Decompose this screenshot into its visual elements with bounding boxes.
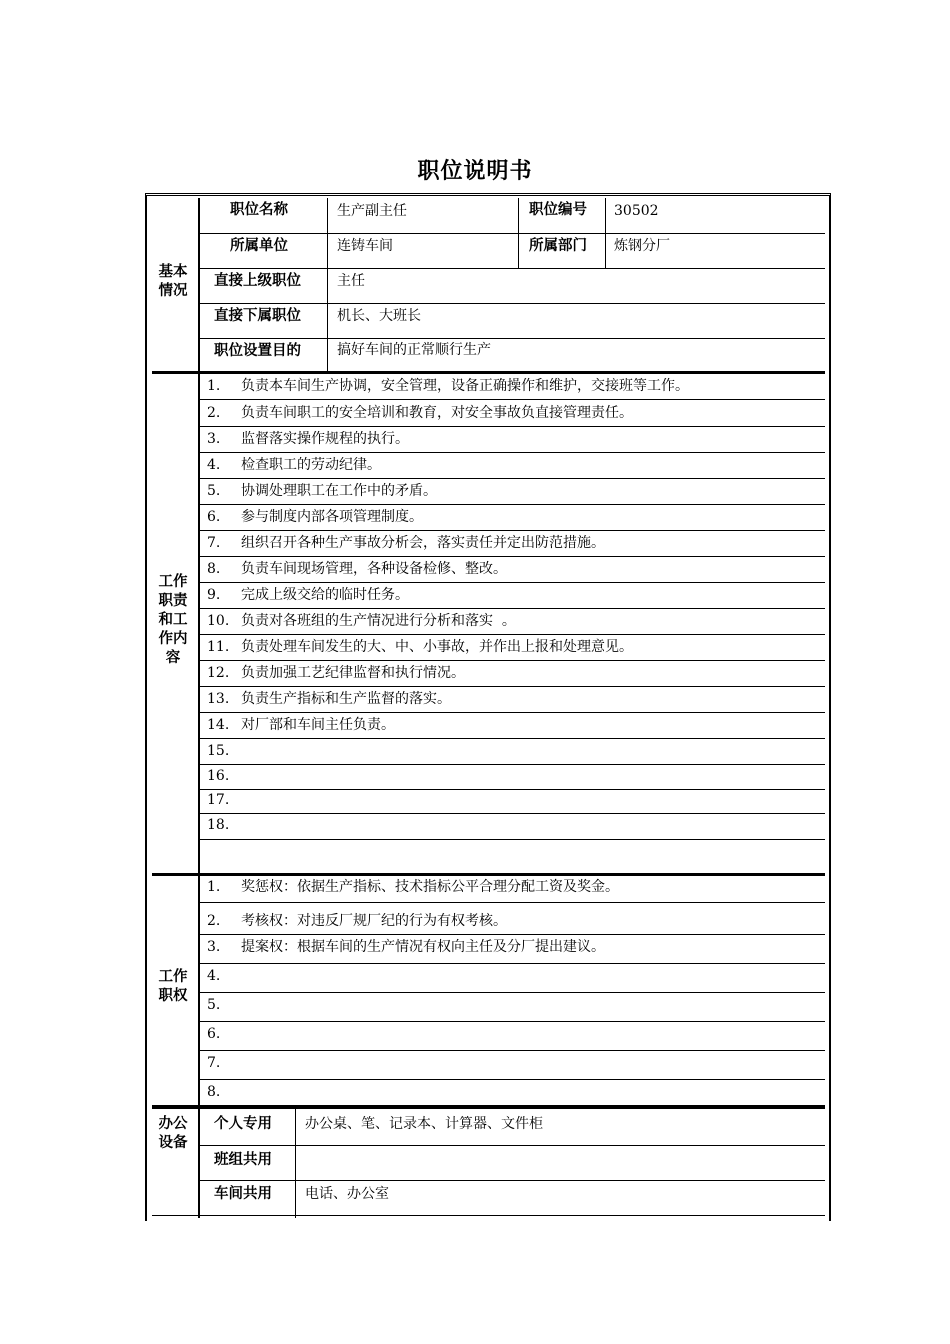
row-line	[199, 426, 825, 427]
duty-item	[207, 691, 451, 707]
duty-text: 监督落实操作规程的执行。	[241, 431, 409, 447]
duty-number: 4.	[207, 457, 221, 473]
row-line	[199, 399, 825, 400]
duty-text: 完成上级交给的临时任务。	[241, 587, 409, 603]
section-divider-basic	[152, 371, 825, 374]
row-line	[199, 992, 825, 993]
row-line	[199, 268, 825, 269]
unit-value: 连铸车间	[337, 238, 393, 254]
authority-number: 6.	[207, 1026, 221, 1042]
section-label-equipment: 办公设备	[158, 1116, 188, 1151]
authority-item	[207, 1055, 241, 1071]
authority-item	[207, 1026, 241, 1042]
row-line	[199, 530, 825, 531]
authority-number: 8.	[207, 1084, 221, 1100]
duty-item	[207, 792, 241, 808]
duty-text: 负责加强工艺纪律监督和执行情况。	[241, 665, 465, 681]
row-line	[199, 504, 825, 505]
purpose-value: 搞好车间的正常顺行生产	[337, 342, 491, 358]
row-line	[199, 660, 825, 661]
duty-number: 17.	[207, 792, 230, 808]
duty-text: 协调处理职工在工作中的矛盾。	[241, 483, 437, 499]
duty-item	[207, 431, 409, 447]
section-divider-duties	[152, 873, 825, 876]
duty-number: 3.	[207, 431, 221, 447]
superior-value: 主任	[337, 273, 365, 289]
section-label-duties: 工作职责和工作内容	[158, 574, 188, 666]
duty-number: 15.	[207, 743, 230, 759]
duty-number: 11.	[207, 639, 230, 655]
authority-item	[207, 1084, 241, 1100]
duty-item	[207, 817, 241, 833]
row-line	[199, 686, 825, 687]
authority-text: 考核权：对违反厂规厂纪的行为有权考核。	[241, 913, 507, 929]
row-line	[199, 963, 825, 964]
row-line	[199, 303, 825, 304]
row-line	[199, 634, 825, 635]
position-name-value: 生产副主任	[337, 203, 407, 219]
purpose-label: 职位设置目的	[214, 343, 301, 359]
authority-number: 5.	[207, 997, 221, 1013]
duty-item	[207, 378, 689, 394]
row-line	[199, 1145, 825, 1146]
authority-text: 奖惩权：依据生产指标、技术指标公平合理分配工资及奖金。	[241, 879, 619, 895]
position-code-label: 职位编号	[529, 202, 587, 218]
duty-text: 负责处理车间发生的大、中、小事故，并作出上报和处理意见。	[241, 639, 633, 655]
row-line	[199, 1215, 825, 1216]
duty-number: 1.	[207, 378, 221, 394]
dept-label: 所属部门	[529, 238, 587, 254]
duty-number: 6.	[207, 509, 221, 525]
section-label-authority: 工作职权	[158, 969, 188, 1004]
row-line	[199, 1079, 825, 1080]
row-line	[199, 1050, 825, 1051]
section-divider-authority	[152, 1105, 825, 1109]
duty-item	[207, 717, 395, 733]
personal-equipment-value: 办公桌、笔、记录本、计算器、文件柜	[305, 1116, 543, 1132]
duty-item	[207, 457, 381, 473]
label-column-divider	[198, 198, 200, 1218]
duty-item	[207, 768, 241, 784]
row-line	[199, 478, 825, 479]
duty-text: 检查职工的劳动纪律。	[241, 457, 381, 473]
duty-item	[207, 613, 516, 629]
authority-number: 1.	[207, 879, 221, 895]
duty-text: 负责对各班组的生产情况进行分析和落实 。	[241, 613, 516, 629]
duty-number: 7.	[207, 535, 221, 551]
row-line	[199, 712, 825, 713]
duty-number: 10.	[207, 613, 230, 629]
row-line	[199, 1180, 825, 1181]
duty-text: 负责生产指标和生产监督的落实。	[241, 691, 451, 707]
authority-item	[207, 879, 619, 895]
row-line	[199, 738, 825, 739]
position-code-value: 30502	[614, 203, 659, 219]
duty-number: 14.	[207, 717, 230, 733]
authority-item	[207, 968, 241, 984]
row-line	[199, 934, 825, 935]
team-equipment-label: 班组共用	[214, 1152, 272, 1168]
row-line	[199, 839, 825, 840]
duty-item	[207, 665, 465, 681]
row-line	[199, 1021, 825, 1022]
row-line	[199, 764, 825, 765]
row-line	[199, 789, 825, 790]
authority-number: 2.	[207, 913, 221, 929]
row-line	[199, 608, 825, 609]
subordinate-label: 直接下属职位	[214, 308, 301, 324]
basic-label-divider	[327, 198, 328, 371]
duty-item	[207, 535, 605, 551]
duty-item	[207, 405, 633, 421]
duty-item	[207, 743, 241, 759]
duty-item	[207, 483, 437, 499]
duty-item	[207, 509, 423, 525]
duty-number: 5.	[207, 483, 221, 499]
row-line	[199, 556, 825, 557]
row-line	[199, 582, 825, 583]
authority-item	[207, 913, 507, 929]
superior-label: 直接上级职位	[214, 273, 301, 289]
duty-text: 组织召开各种生产事故分析会，落实责任并定出防范措施。	[241, 535, 605, 551]
equipment-label-divider	[295, 1107, 296, 1218]
authority-number: 4.	[207, 968, 221, 984]
authority-item	[207, 939, 605, 955]
duty-text: 对厂部和车间主任负责。	[241, 717, 395, 733]
row-line	[199, 233, 825, 234]
duty-text: 参与制度内部各项管理制度。	[241, 509, 423, 525]
authority-number: 7.	[207, 1055, 221, 1071]
page-title: 职位说明书	[417, 159, 533, 184]
section-label-basic: 基本情况	[158, 264, 188, 299]
duty-text: 负责本车间生产协调，安全管理，设备正确操作和维护，交接班等工作。	[241, 378, 689, 394]
subordinate-value: 机长、大班长	[337, 308, 421, 324]
row-line	[199, 338, 825, 339]
row-line	[199, 452, 825, 453]
workshop-equipment-value: 电话、办公室	[305, 1186, 389, 1202]
workshop-equipment-label: 车间共用	[214, 1186, 272, 1202]
duty-number: 16.	[207, 768, 230, 784]
row-line	[199, 813, 825, 814]
dept-value: 炼钢分厂	[614, 238, 670, 254]
unit-label: 所属单位	[230, 238, 288, 254]
duty-item	[207, 639, 633, 655]
duty-number: 13.	[207, 691, 230, 707]
duty-item	[207, 561, 507, 577]
duty-number: 2.	[207, 405, 221, 421]
duty-item	[207, 587, 409, 603]
personal-equipment-label: 个人专用	[214, 1116, 272, 1132]
authority-number: 3.	[207, 939, 221, 955]
duty-text: 负责车间现场管理，各种设备检修、整改。	[241, 561, 507, 577]
left-bottom-stub	[152, 1215, 198, 1216]
row-line	[199, 902, 825, 903]
duty-number: 12.	[207, 665, 230, 681]
duty-number: 8.	[207, 561, 221, 577]
duty-number: 18.	[207, 817, 230, 833]
duty-text: 负责车间职工的安全培训和教育，对安全事故负直接管理责任。	[241, 405, 633, 421]
authority-text: 提案权：根据车间的生产情况有权向主任及分厂提出建议。	[241, 939, 605, 955]
authority-item	[207, 997, 241, 1013]
position-name-label: 职位名称	[230, 202, 288, 218]
duty-number: 9.	[207, 587, 221, 603]
